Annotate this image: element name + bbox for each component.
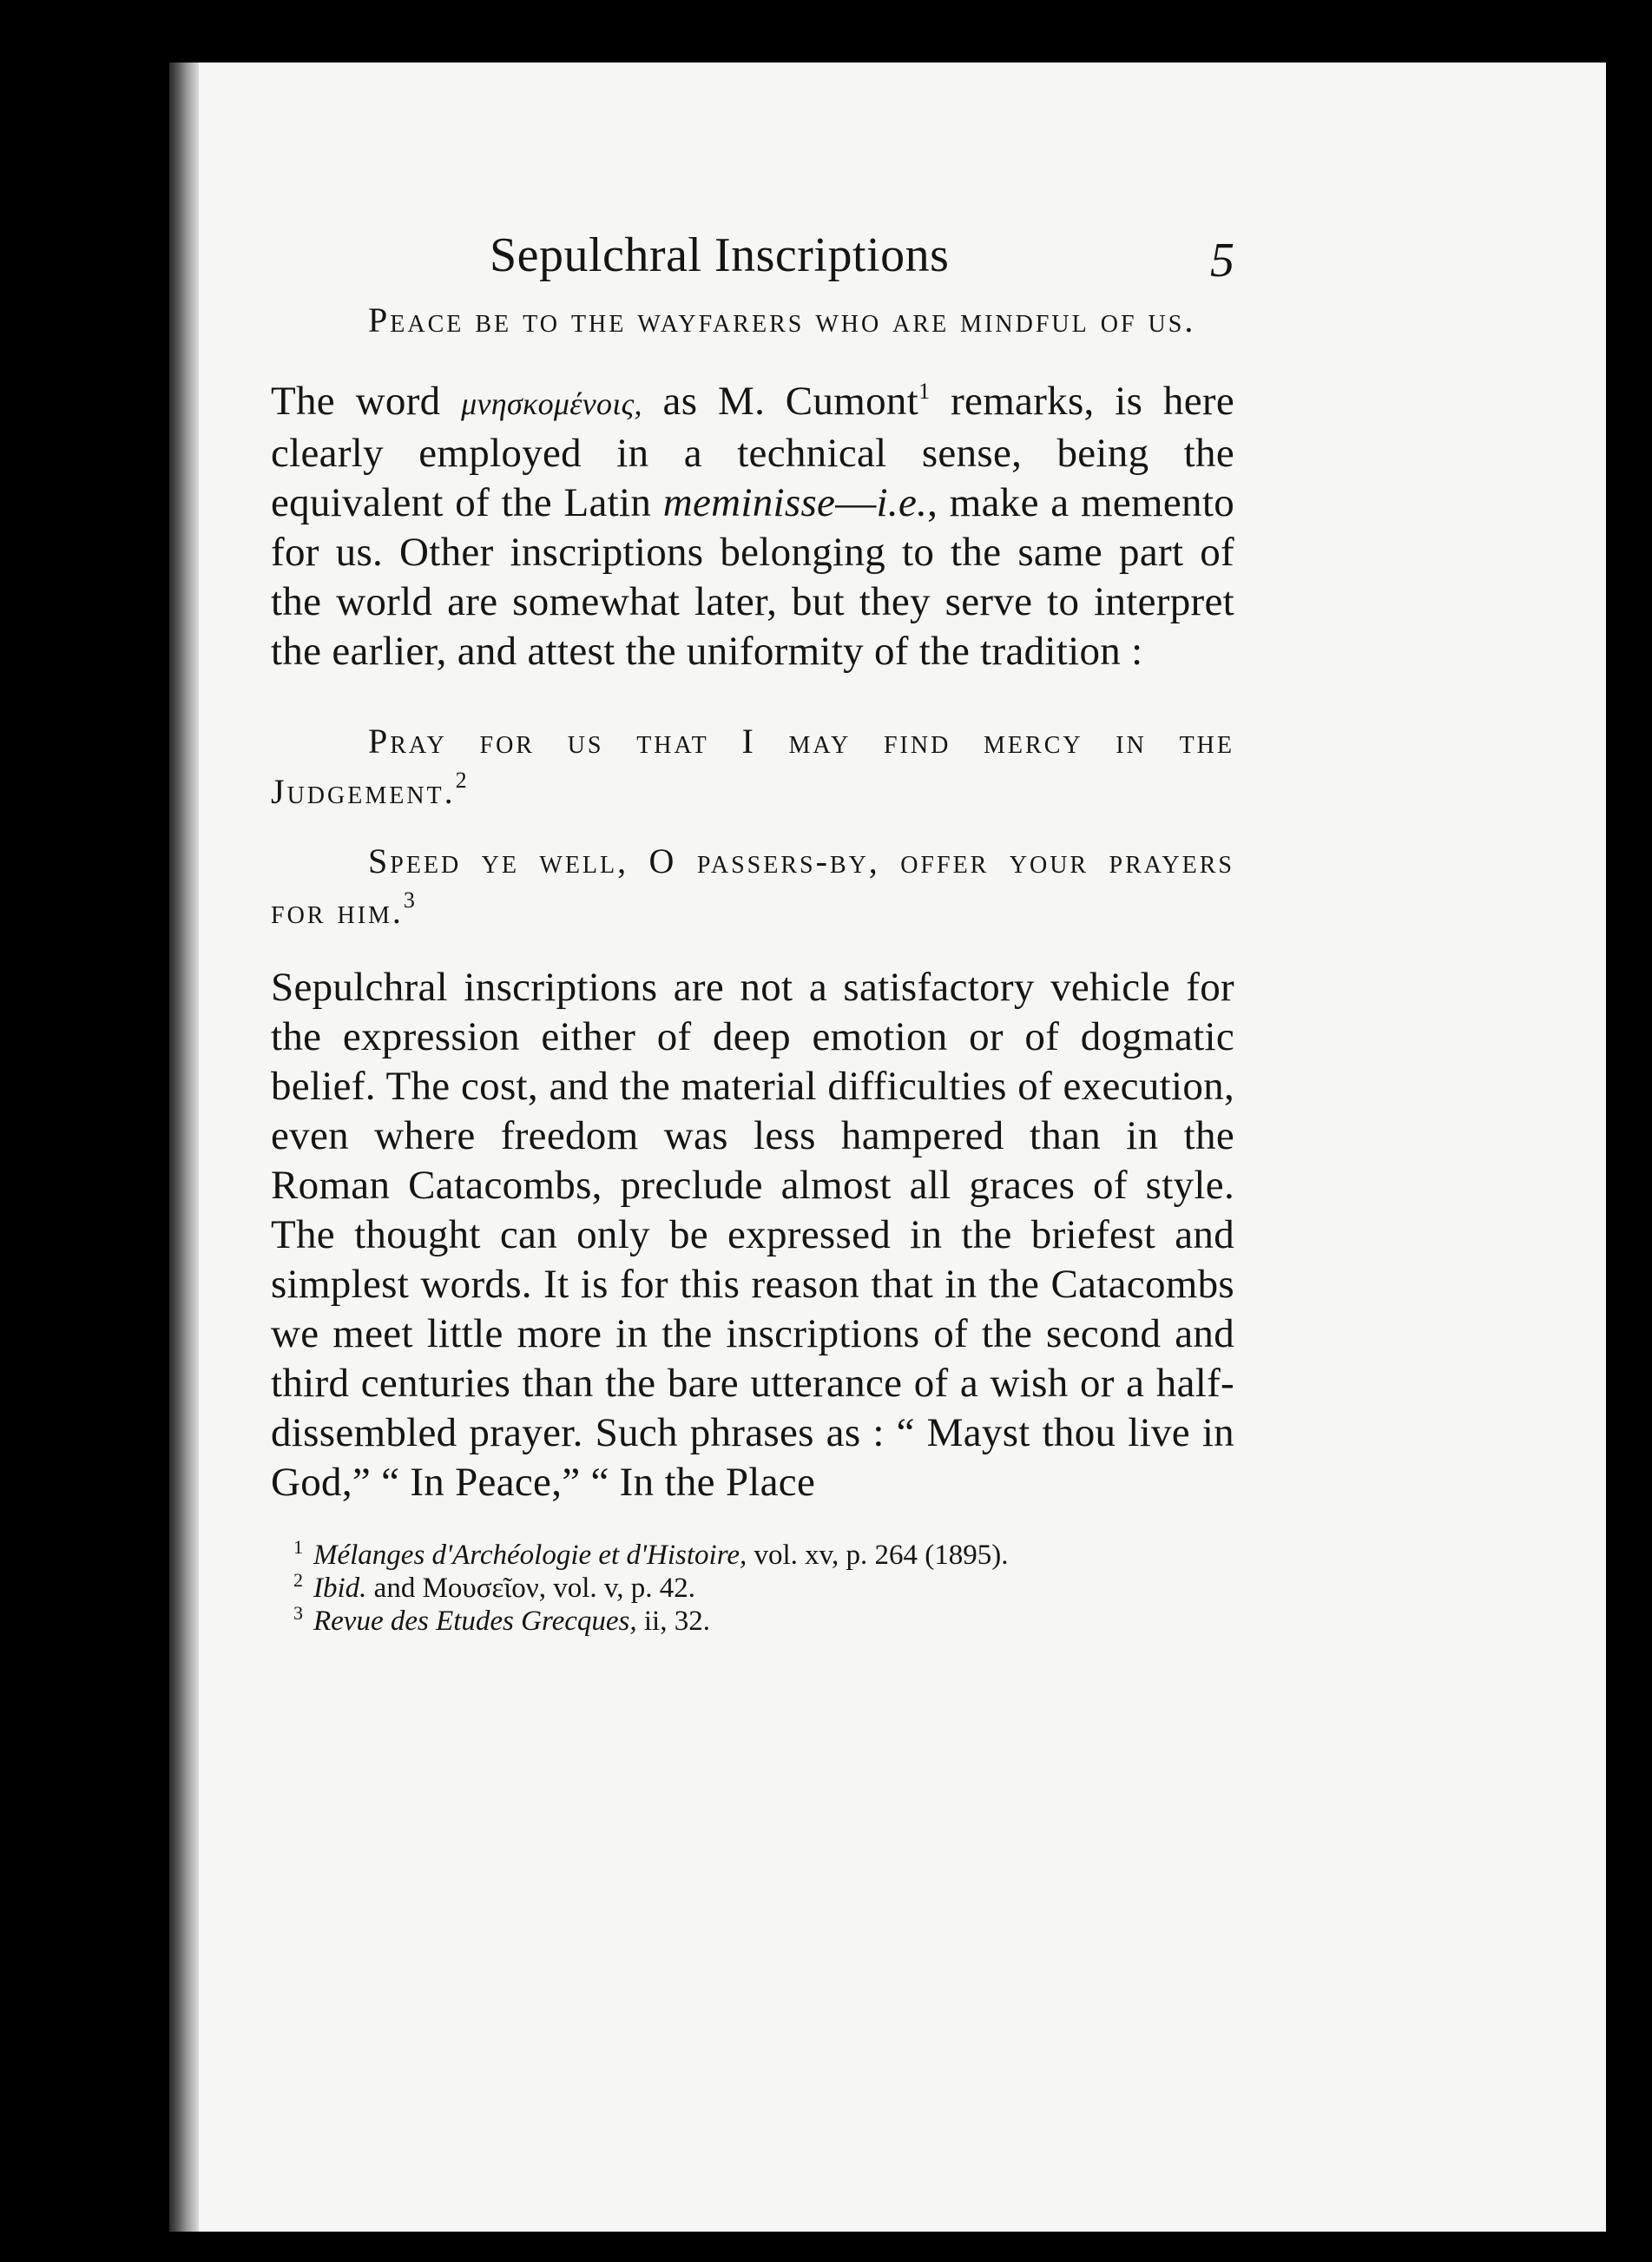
footnotes (271, 1536, 1234, 1638)
inscription-pray-text: Pray for us that I may find mercy in the Judgement. (271, 722, 1234, 811)
running-title: Sepulchral Inscriptions (490, 228, 950, 282)
footnote-1-rest: vol. xv, p. 264 (1895). (747, 1540, 1009, 1571)
footnote-2 (293, 1569, 1234, 1605)
footnote-3-source: Revue des Etudes Grecques, (313, 1606, 637, 1637)
page-number: 5 (1210, 234, 1234, 287)
footnote-ref-1: 1 (918, 379, 931, 404)
inscription-peace-text: Peace be to the wayfarers who are mindful of us. (368, 300, 1196, 340)
para2-text: Sepulchral inscriptions are not a satisfactory vehicle for the expression either of deep emotion or of dogmatic belief. The cost, and the material difficulties of execution, even where freedom was less hampered than in the Roman Catacombs, preclude almost all graces of style. The thought can only be expressed in the briefest and simplest words. It is for this reason that in the Catacombs we meet little more in the inscriptions of the second and third centuries than the bare utterance of a wish or a half-dissembled prayer. Such phrases as : “ Mayst thou live in God,” “ In Peace,” “ In the Place (271, 965, 1234, 1505)
binding-gutter-shadow (169, 63, 199, 2232)
footnote-1-number: 1 (293, 1536, 303, 1558)
para1-dash: — (835, 480, 877, 525)
footnote-3-number: 3 (293, 1602, 303, 1624)
para1-part5: , make a memento for us. Other inscriptions belonging to the same part of the world are somewhat later, but they serve to interpret the earlier, and attest the uniformity of the tradition : (271, 480, 1235, 674)
inscription-speed (271, 836, 1234, 937)
footnote-2-source: Ibid. (313, 1573, 367, 1604)
footnote-1-source: Mélanges d'Archéologie et d'Histoire, (313, 1540, 747, 1571)
running-head (271, 228, 1234, 290)
footnote-3 (293, 1602, 1234, 1638)
greek-word: μνησκομένοις, (461, 386, 642, 421)
paragraph-sepulchral (271, 963, 1234, 1507)
footnote-1 (293, 1536, 1234, 1572)
inscription-peace (271, 295, 1234, 346)
para1-part2: as M. Cumont (642, 379, 919, 424)
footnote-3-rest: ii, 32. (636, 1606, 710, 1637)
para1-part1: The word (271, 379, 462, 424)
inscription-pray (271, 716, 1234, 817)
footnote-2-number: 2 (293, 1569, 303, 1591)
paragraph-mnemonic (271, 377, 1234, 676)
latin-word: meminisse (662, 480, 836, 525)
text-block (271, 228, 1234, 1638)
footnote-2-rest: and Μουσεῖον, vol. v, p. 42. (366, 1573, 695, 1604)
inscription-speed-text: Speed ye well, O passers-by, offer your prayers for him. (271, 841, 1234, 931)
ie-abbrev: i.e. (876, 480, 928, 525)
para1-part3: remarks, is here clearly employed in a technical sense, being the equivalent of the Latin (271, 379, 1235, 525)
footnote-ref-2: 2 (455, 768, 470, 793)
footnote-ref-3: 3 (403, 887, 418, 913)
